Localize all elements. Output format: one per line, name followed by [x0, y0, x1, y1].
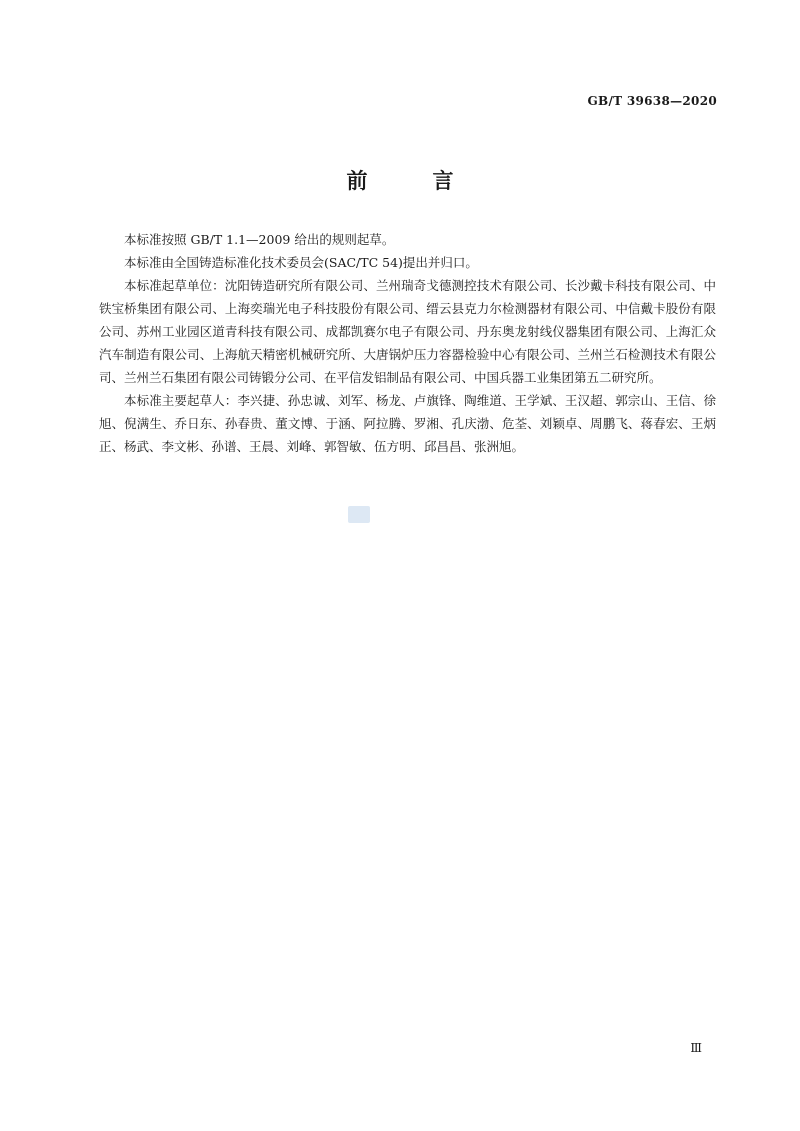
- paragraph-drafters: 本标准主要起草人：李兴捷、孙忠诚、刘军、杨龙、卢旗锋、陶维道、王学斌、王汉超、郭宗山、王信、徐旭、倪满生、乔日东、孙春贵、董文博、于涵、阿拉腾、罗湘、孔庆渤、危荃、刘颖卓、周鹏飞、蒋春宏、王炳正、杨武、李文彬、孙谱、王晨、刘峰、郭智敏、伍方明、邱昌昌、张洲旭。: [99, 393, 716, 454]
- paragraph-committee: 本标准由全国铸造标准化技术委员会(SAC/TC 54)提出并归口。: [124, 255, 478, 270]
- watermark-logo: [348, 506, 370, 523]
- paragraph-drafting-rules: 本标准按照 GB/T 1.1—2009 给出的规则起草。: [124, 232, 395, 247]
- page-title: 前 言: [346, 168, 476, 193]
- standard-code: GB/T 39638—2020: [587, 94, 717, 108]
- paragraph-drafting-units: 本标准起草单位：沈阳铸造研究所有限公司、兰州瑞奇戈德测控技术有限公司、长沙戴卡科技有限公司、中铁宝桥集团有限公司、上海奕瑞光电子科技股份有限公司、缙云县克力尔检测器材有限公司、中信戴卡股份有限公司、苏州工业园区道青科技有限公司、成都凯赛尔电子有限公司、丹东奥龙射线仪器集团有限公司、上海汇众汽车制造有限公司、上海航天精密机械研究所、大唐锅炉压力容器检验中心有限公司、兰州兰石检测技术有限公司、兰州兰石集团有限公司铸锻分公司、在平信发铝制品有限公司、中国兵器工业集团第五二研究所。: [99, 278, 716, 385]
- foreword-body: [99, 228, 716, 458]
- page-number: Ⅲ: [690, 1041, 702, 1055]
